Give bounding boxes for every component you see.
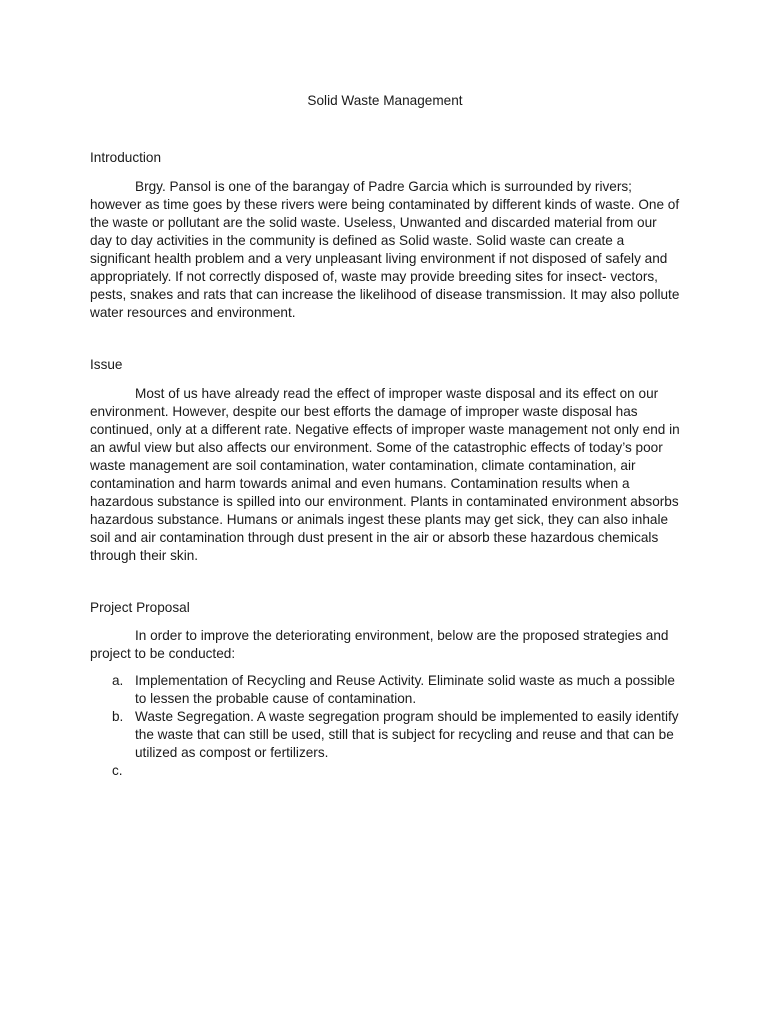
document-title: Solid Waste Management bbox=[307, 93, 463, 108]
list-item bbox=[90, 762, 680, 780]
issue-paragraph: Most of us have already read the effect of improper waste disposal and its effect on our environment. However, despite our best efforts the damage of improper waste disposal has continued, only at a different rate. Negative effects of improper waste management not only end in an awful view but also affects our environment. Some of the catastrophic effects of today’s poor waste management are soil contamination, water contamination, climate contamination, air contamination and harm towards animal and even humans. Contamination results when a hazardous substance is spilled into our environment. Plants in contaminated environment absorbs hazardous substance. Humans or animals ingest these plants may get sick, they can also inhale soil and air contamination through dust present in the air or absorb these hazardous chemicals through their skin. bbox=[90, 386, 680, 563]
section-heading-project-proposal: Project Proposal bbox=[90, 600, 190, 615]
list-item-text: Implementation of Recycling and Reuse Activity. Eliminate solid waste as much a possible to lessen the probable cause of contamination. bbox=[135, 673, 675, 706]
section-heading-issue: Issue bbox=[90, 357, 123, 372]
list-item bbox=[90, 708, 680, 762]
section-heading-introduction: Introduction bbox=[90, 150, 162, 165]
list-marker: a. bbox=[112, 673, 124, 688]
proposal-list bbox=[90, 672, 680, 780]
list-marker: c. bbox=[112, 763, 123, 778]
project-proposal-paragraph: In order to improve the deteriorating environment, below are the proposed strategies and project to be conducted: bbox=[90, 628, 669, 661]
list-marker: b. bbox=[112, 709, 124, 724]
list-item-text: Waste Segregation. A waste segregation program should be implemented to easily identify the waste that can still be used, still that is subject for recycling and reuse and that can be utilized as compost or fertilizers. bbox=[135, 709, 679, 760]
list-item bbox=[90, 672, 680, 708]
introduction-paragraph: Brgy. Pansol is one of the barangay of Padre Garcia which is surrounded by rivers; however as time goes by these rivers were being contaminated by different kinds of waste. One of the waste or pollutant are the solid waste. Useless, Unwanted and discarded material from our day to day activities in the community is defined as Solid waste. Solid waste can create a significant health problem and a very unpleasant living environment if not disposed of safely and appropriately. If not correctly disposed of, waste may provide breeding sites for insect- vectors, pests, snakes and rats that can increase the likelihood of disease transmission. It may also pollute water resources and environment. bbox=[90, 179, 680, 320]
